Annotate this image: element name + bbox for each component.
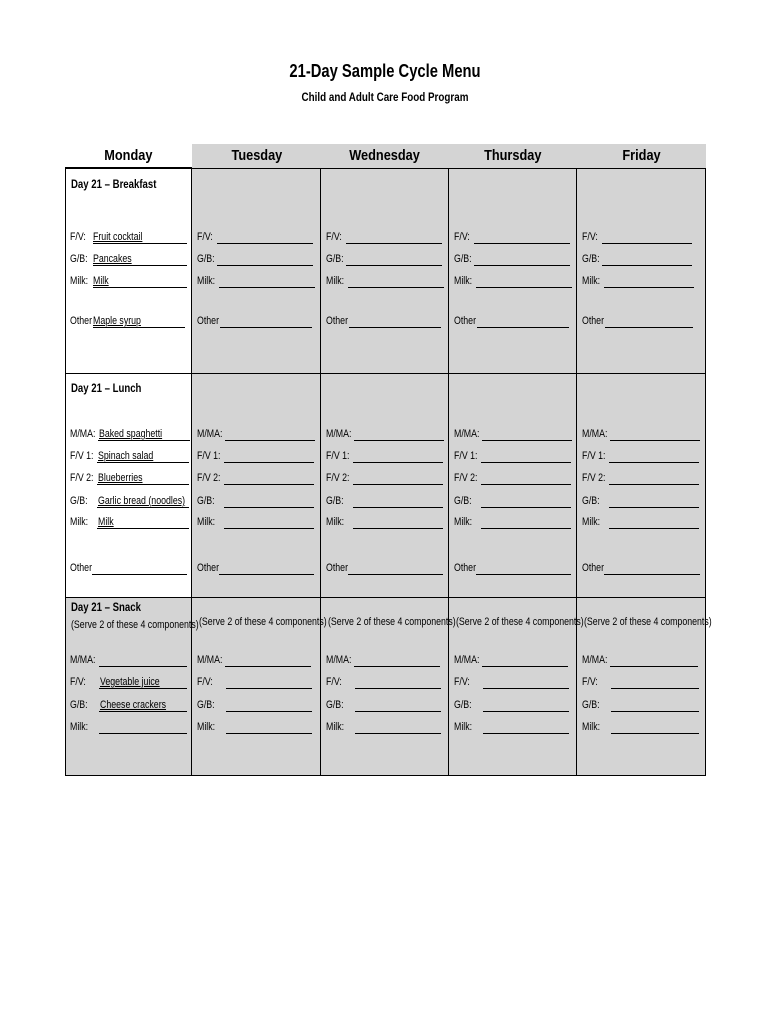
column-header-tuesday [192,144,321,168]
breakfast-other-label: Other [197,315,220,327]
snack-entry-line [610,666,698,667]
snack-entry-line [99,733,187,734]
breakfast-other-line [605,327,693,328]
snack-entry-line [611,733,699,734]
snack-entry-line [226,688,312,689]
lunch-entry-line [224,462,314,463]
snack-label: G/B: [326,699,344,711]
snack-label: F/V: [326,676,342,688]
snack-entry-line [355,688,441,689]
lunch-entry-line [224,507,314,508]
breakfast-entry-line [217,243,313,244]
snack-entry-line [355,711,441,712]
breakfast-label: F/V: [582,231,598,243]
lunch-label: G/B: [70,495,88,507]
column-header-label: Friday [622,147,661,164]
snack-label: M/MA: [197,654,223,666]
breakfast-entry-line [346,265,442,266]
breakfast-label: F/V: [326,231,342,243]
breakfast-entry-line [474,243,570,244]
snack-label: M/MA: [582,654,608,666]
lunch-label: M/MA: [197,428,223,440]
lunch-other-label: Other [70,562,93,574]
lunch-label: F/V 1: [582,450,606,462]
lunch-label: F/V 2: [197,472,221,484]
snack-label: Milk: [197,721,216,733]
column-header-label: Monday [104,147,153,164]
lunch-entry-line [354,440,444,441]
monday-header-underline [65,167,192,168]
lunch-label: F/V 1: [70,450,94,462]
lunch-label: G/B: [454,495,472,507]
lunch-entry-line [481,528,571,529]
lunch-entry-line [482,440,572,441]
lunch-label: M/MA: [582,428,608,440]
lunch-other-label: Other [454,562,477,574]
snack-monday-value: Vegetable juice [100,676,160,688]
breakfast-entry-line [602,243,692,244]
lunch-entry-line [481,507,571,508]
lunch-entry-line [609,507,699,508]
snack-label: F/V: [454,676,470,688]
snack-label: G/B: [454,699,472,711]
lunch-other-line [476,574,571,575]
lunch-label: M/MA: [70,428,96,440]
lunch-label: M/MA: [454,428,480,440]
snack-entry-line [483,711,569,712]
column-header-label: Wednesday [349,147,421,164]
lunch-monday-value: Spinach salad [98,450,154,462]
breakfast-monday-other-value: Maple syrup [93,315,141,327]
breakfast-other-label: Other [582,315,605,327]
breakfast-label: G/B: [326,253,344,265]
column-header-friday [577,144,706,168]
breakfast-other-label: Other [70,315,93,327]
menu-table [65,144,712,776]
page-title: 21-Day Sample Cycle Menu [289,61,481,81]
snack-note: (Serve 2 of these 4 components) [456,616,584,628]
snack-entry-line [611,711,699,712]
breakfast-label: F/V: [197,231,213,243]
lunch-label: G/B: [326,495,344,507]
breakfast-entry-line [219,287,315,288]
breakfast-monday-value: Fruit cocktail [93,231,143,243]
lunch-entry-line [353,528,443,529]
snack-label: Milk: [326,721,345,733]
table-top-border [65,168,706,169]
snack-monday-value: Cheese crackers [100,699,167,711]
lunch-label: M/MA: [326,428,352,440]
breakfast-entry-line [476,287,572,288]
breakfast-label: Milk: [582,275,601,287]
snack-entry-line [225,666,311,667]
lunch-label: F/V 2: [582,472,606,484]
snack-entry-line [483,733,569,734]
breakfast-entry-line [604,287,694,288]
snack-note: (Serve 2 of these 4 components) [71,619,199,631]
table-left-border [65,168,66,776]
snack-note: (Serve 2 of these 4 components) [584,616,712,628]
breakfast-entry-line [474,265,570,266]
lunch-entry-line [224,528,314,529]
lunch-label: Milk: [454,516,473,528]
breakfast-label: Milk: [326,275,345,287]
breakfast-heading: Day 21 – Breakfast [71,177,157,191]
lunch-other-line [348,574,443,575]
lunch-label: F/V 2: [454,472,478,484]
snack-label: F/V: [70,676,86,688]
column-header-thursday [449,144,577,168]
lunch-other-line [604,574,700,575]
column-header-wednesday [321,144,449,168]
snack-label: G/B: [582,699,600,711]
lunch-entry-line [481,484,571,485]
snack-label: F/V: [197,676,213,688]
breakfast-cell-thursday [449,168,577,374]
breakfast-cell-monday [65,168,192,374]
lunch-label: Milk: [70,516,89,528]
snack-entry-line [226,733,312,734]
breakfast-other-line [220,327,312,328]
lunch-label: F/V 1: [326,450,350,462]
snack-heading: Day 21 – Snack [71,600,141,614]
snack-label: F/V: [582,676,598,688]
breakfast-label: G/B: [70,253,88,265]
column-header-label: Thursday [484,147,542,164]
lunch-monday-value: Baked spaghetti [99,428,163,440]
breakfast-monday-value: Milk [93,275,109,287]
lunch-entry-line [224,484,314,485]
breakfast-label: Milk: [197,275,216,287]
breakfast-cell-wednesday [321,168,449,374]
lunch-other-label: Other [326,562,349,574]
lunch-entry-line [609,462,699,463]
lunch-entry-line [610,440,700,441]
lunch-label: F/V 1: [454,450,478,462]
breakfast-other-line [477,327,569,328]
snack-label: G/B: [197,699,215,711]
lunch-label: Milk: [326,516,345,528]
snack-label: G/B: [70,699,88,711]
breakfast-other-label: Other [454,315,477,327]
snack-label: M/MA: [70,654,96,666]
lunch-other-label: Other [582,562,605,574]
snack-entry-line [99,666,187,667]
lunch-entry-line [353,507,443,508]
breakfast-monday-value: Pancakes [93,253,132,265]
lunch-entry-line [225,440,315,441]
lunch-other-line [219,574,314,575]
snack-note: (Serve 2 of these 4 components) [328,616,456,628]
breakfast-label: Milk: [454,275,473,287]
breakfast-entry-line [217,265,313,266]
snack-label: Milk: [454,721,473,733]
breakfast-cell-friday [577,168,706,374]
lunch-entry-line [353,484,443,485]
page-subtitle: Child and Adult Care Food Program [301,90,469,104]
breakfast-label: Milk: [70,275,89,287]
breakfast-label: G/B: [582,253,600,265]
breakfast-entry-line [602,265,692,266]
breakfast-label: F/V: [454,231,470,243]
lunch-other-line [92,574,187,575]
breakfast-entry-line [346,243,442,244]
lunch-other-label: Other [197,562,220,574]
snack-note: (Serve 2 of these 4 components) [199,616,327,628]
lunch-label: F/V 1: [197,450,221,462]
snack-label: M/MA: [454,654,480,666]
column-header-label: Tuesday [231,147,282,164]
snack-label: Milk: [582,721,601,733]
lunch-label: G/B: [197,495,215,507]
snack-entry-line [355,733,441,734]
snack-entry-line [482,666,568,667]
lunch-entry-line [609,528,699,529]
snack-entry-line [226,711,312,712]
lunch-monday-value: Milk [98,516,114,528]
snack-entry-line [483,688,569,689]
lunch-entry-line [609,484,699,485]
breakfast-label: G/B: [454,253,472,265]
breakfast-other-line [349,327,441,328]
snack-entry-line [354,666,440,667]
breakfast-cell-tuesday [192,168,321,374]
lunch-entry-line [481,462,571,463]
breakfast-label: F/V: [70,231,86,243]
snack-label: Milk: [70,721,89,733]
lunch-entry-line [353,462,443,463]
breakfast-label: G/B: [197,253,215,265]
lunch-monday-value: Garlic bread (noodles) [98,495,186,507]
lunch-label: Milk: [582,516,601,528]
lunch-monday-value: Blueberries [98,472,143,484]
column-header-monday [65,144,192,168]
breakfast-other-label: Other [326,315,349,327]
lunch-label: Milk: [197,516,216,528]
breakfast-entry-line [348,287,444,288]
snack-label: M/MA: [326,654,352,666]
snack-entry-line [611,688,699,689]
lunch-label: F/V 2: [326,472,350,484]
lunch-label: F/V 2: [70,472,94,484]
lunch-heading: Day 21 – Lunch [71,381,142,395]
lunch-label: G/B: [582,495,600,507]
